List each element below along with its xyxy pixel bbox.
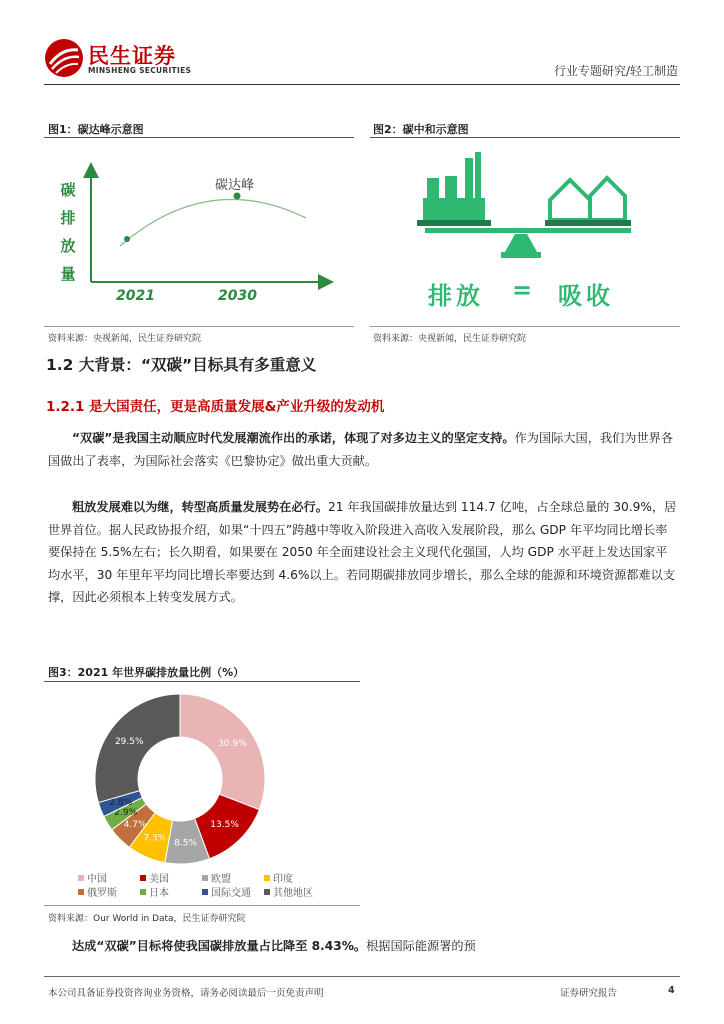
legend-swatch [264, 875, 270, 881]
paragraph-2 [48, 496, 678, 609]
legend-swatch [202, 875, 208, 881]
fig2-title-rule [370, 137, 680, 138]
fig2-right-label: 吸收 [558, 282, 614, 310]
fig3-title: 图3：2021 年世界碳排放量比例（%） [48, 666, 245, 679]
logo-cn-text: 民生证券 [88, 44, 176, 68]
donut-slice-中国 [180, 694, 265, 810]
donut-data-label: 8.5% [174, 838, 198, 849]
paragraph-3-lead: 达成“双碳”目标将使我国碳排放量占比降至 8.43%。 [72, 939, 367, 953]
fig1-x-label-2030: 2030 [218, 288, 257, 304]
legend-label: 美国 [149, 874, 169, 885]
legend-swatch [202, 889, 208, 895]
fig2-eq: = [512, 276, 533, 304]
legend-swatch [140, 889, 146, 895]
report-category: 行业专题研究/轻工制造 [553, 64, 678, 78]
legend-item [202, 884, 251, 899]
fig1-peak-label: 碳达峰 [215, 178, 255, 193]
fig2-source: 资料来源：央视新闻，民生证券研究院 [373, 334, 527, 344]
legend-label: 日本 [149, 888, 169, 899]
legend-item [78, 870, 107, 885]
factory-icon [417, 152, 491, 226]
fig1-curve [120, 199, 306, 246]
legend-item [78, 884, 117, 899]
fig3-title-rule [44, 681, 360, 682]
fig1-x-label-2021: 2021 [116, 288, 155, 304]
fig1-diagram [48, 160, 338, 310]
legend-swatch [140, 875, 146, 881]
legend-swatch [264, 889, 270, 895]
scale-pivot-icon [505, 234, 537, 252]
page-number: 4 [668, 985, 675, 996]
paragraph-3-body: 根据国际能源署的预 [366, 939, 476, 953]
fig1-source: 资料来源：央视新闻，民生证券研究院 [48, 334, 202, 344]
legend-item [264, 870, 293, 885]
donut-data-label: 29.5% [114, 736, 144, 747]
footer-disclaimer: 本公司具备证券投资咨询业务资格，请务必阅读最后一页免责声明 [48, 988, 324, 999]
subsection-heading: 1.2.1 是大国责任，更是高质量发展&产业升级的发动机 [46, 399, 385, 415]
legend-label: 印度 [273, 874, 293, 885]
paragraph-1 [48, 427, 678, 472]
donut-data-label: 2.9% [114, 808, 138, 819]
fig1-ylabel-char: 放 [60, 237, 76, 255]
paragraph-1-lead: “双碳”是我国主动顺应时代发展潮流作出的承诺，体现了对多边主义的坚定支持。 [72, 431, 515, 445]
legend-item [264, 884, 313, 899]
legend-item [202, 870, 231, 885]
donut-data-label: 7.3% [143, 833, 167, 844]
paragraph-1-body: 作为国际大国，我们为世界各国做出了表率，为国际社会落实《巴黎协定》做出重大贡献。 [48, 431, 674, 468]
donut-data-label: 30.9% [218, 739, 247, 750]
fig3-source: 资料来源：Our World in Data，民生证券研究院 [48, 914, 246, 924]
houses-icon [550, 178, 625, 220]
paragraph-2-body: 21 年我国碳排放量达到 114.7 亿吨，占全球总量的 30.9%，居世界首位。据人民政协报介绍，如果“十四五”跨越中等收入阶段进入高收入发展阶段，那么 GDP 年平均同比增长率要保持在 5.5%左右；长久期看，如果要在 2050 年全面建设社会主义现代化强国，人均 GDP 水平赶上发达国家平均水平，30 年里年平均同比增长率要达到 4.6%以上。若同期碳排放同步增长，那么全球的能源和环境资源都难以支撑，因此必须根本上转变发展方式。 [48, 500, 677, 605]
donut-data-label: 2.8% [109, 797, 133, 808]
legend-label: 国际交通 [211, 888, 251, 899]
section-heading: 1.2 大背景：“双碳”目标具有多重意义 [46, 356, 317, 374]
fig1-point-2021 [124, 236, 130, 242]
legend-item [140, 884, 169, 899]
fig2-bottom-rule [370, 326, 680, 327]
logo-en-text: MINSHENG SECURITIES [88, 66, 192, 75]
fig1-ylabel-char: 碳 [60, 181, 76, 199]
legend-swatch [78, 889, 84, 895]
fig1-ylabel-char: 量 [60, 265, 76, 283]
fig3-legend [78, 870, 358, 898]
fig1-ylabel-char: 排 [60, 209, 76, 227]
fig3-bottom-rule [44, 905, 360, 906]
footer-report-type: 证券研究报告 [560, 988, 618, 999]
fig2-diagram [405, 148, 645, 268]
fig1-bottom-rule [44, 326, 354, 327]
paragraph-2-lead: 粗放发展难以为继，转型高质量发展势在必行。 [72, 500, 328, 514]
logo-mark-icon [44, 38, 84, 78]
fig1-point-peak [234, 193, 241, 200]
donut-data-label: 13.5% [210, 820, 239, 831]
fig1-ylabel [58, 176, 78, 288]
legend-item [140, 870, 169, 885]
header-divider [44, 84, 680, 85]
fig1-title: 图1：碳达峰示意图 [48, 123, 144, 136]
donut-data-label: 4.7% [123, 819, 147, 830]
scale-beam-icon [425, 228, 631, 233]
legend-label: 欧盟 [211, 874, 231, 885]
fig2-left-label: 排放 [428, 282, 484, 310]
fig1-title-rule [44, 137, 354, 138]
footer-divider [44, 976, 680, 977]
legend-swatch [78, 875, 84, 881]
donut-slice-其他地区 [95, 694, 180, 803]
company-logo [44, 38, 84, 78]
legend-label: 中国 [87, 874, 107, 885]
legend-label: 其他地区 [273, 888, 313, 899]
fig2-title: 图2：碳中和示意图 [373, 123, 469, 136]
paragraph-3 [48, 935, 678, 958]
legend-label: 俄罗斯 [87, 888, 117, 899]
